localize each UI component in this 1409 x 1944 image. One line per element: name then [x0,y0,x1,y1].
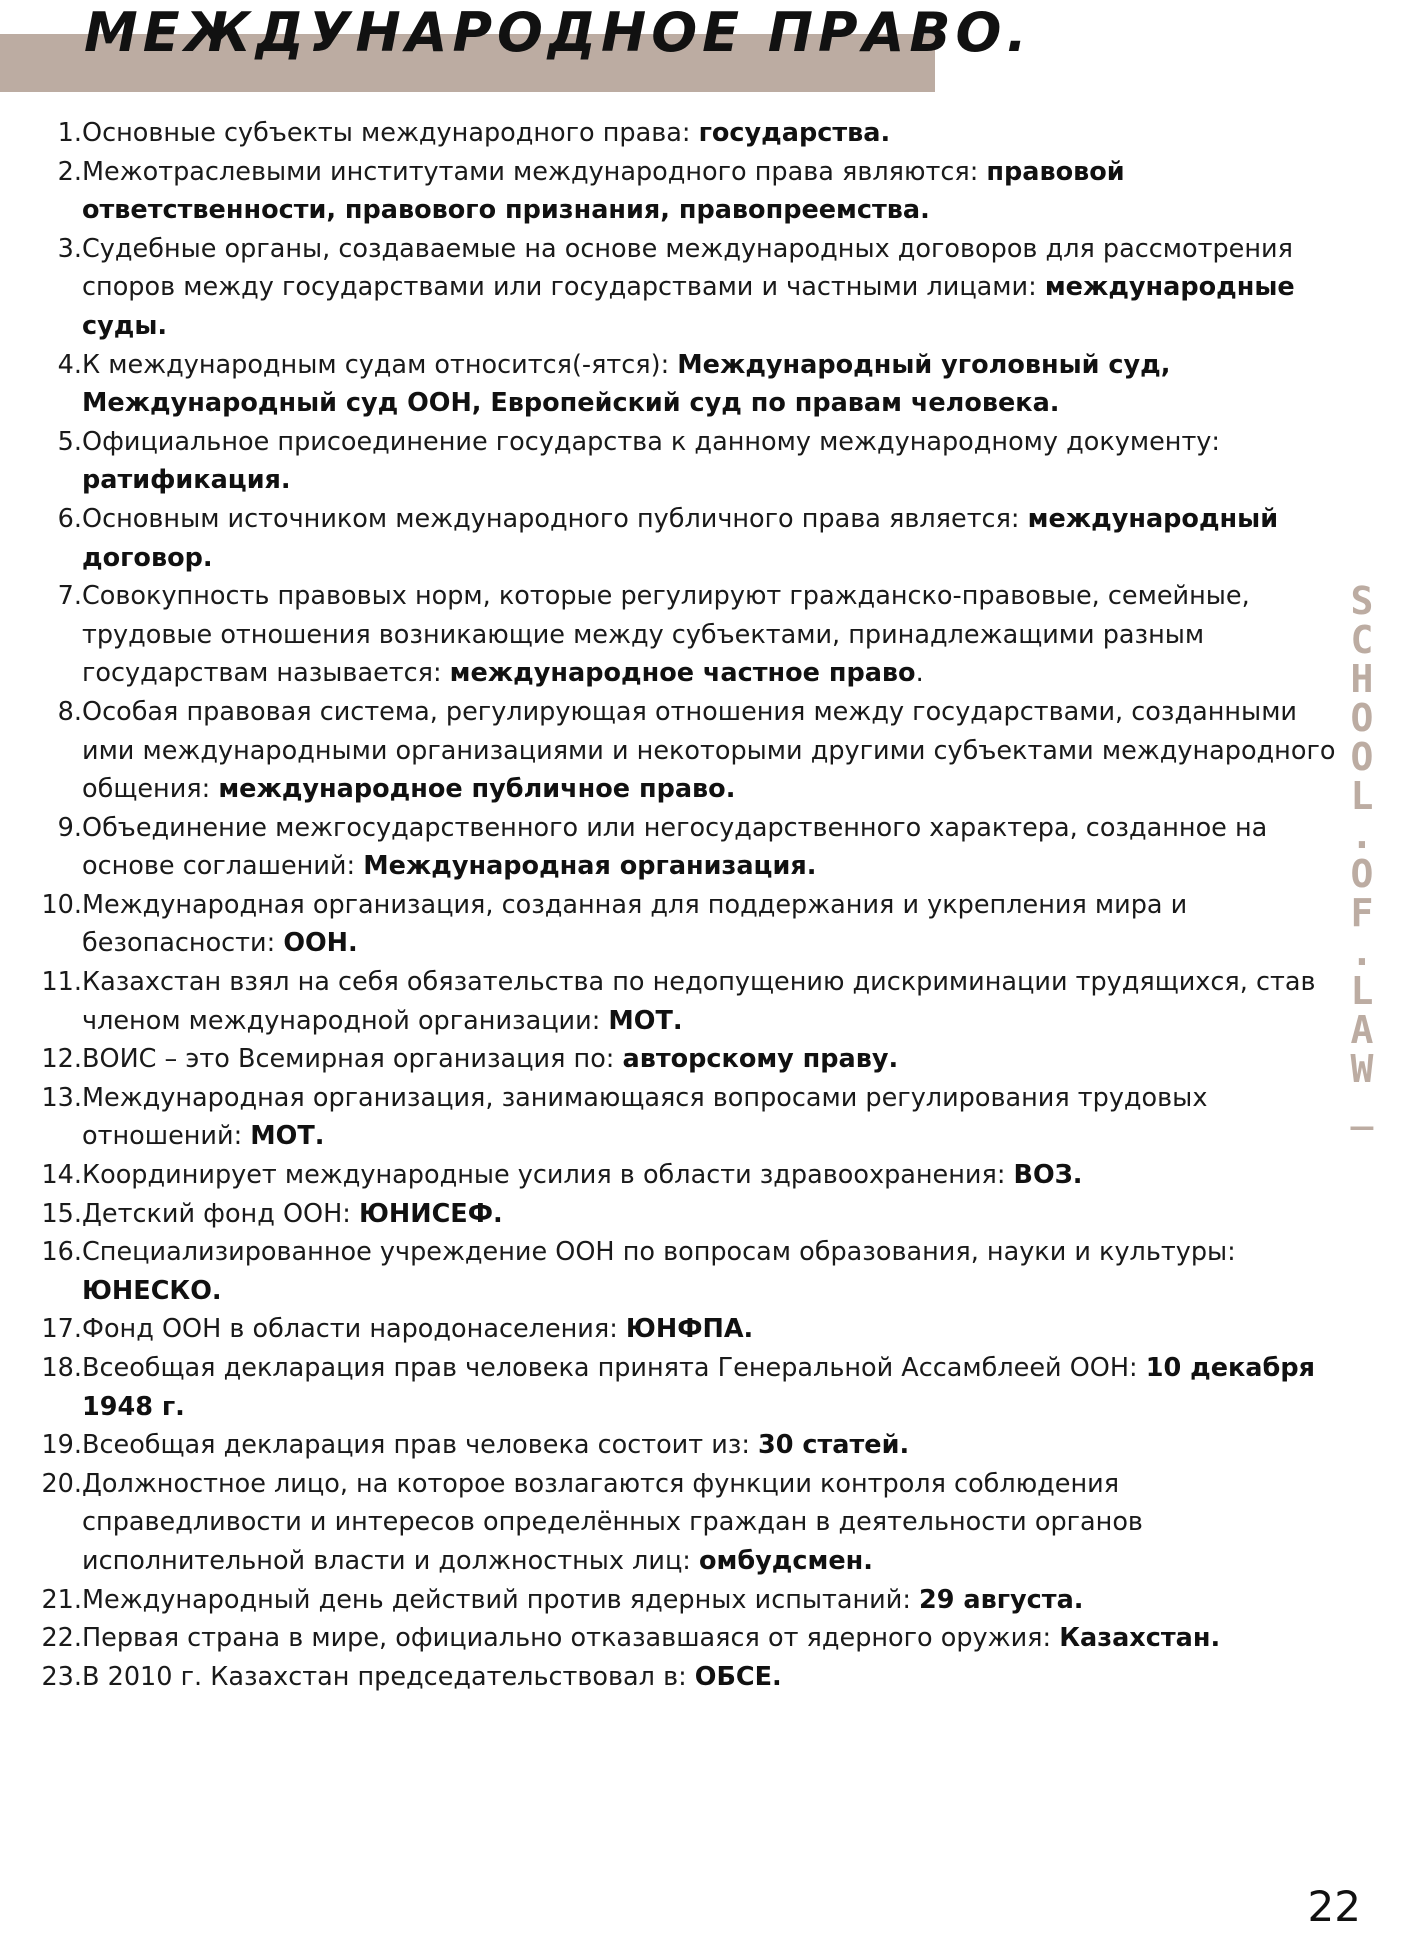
item-number: 5. [57,426,82,457]
item-text [82,963,1338,1040]
item-question: Всеобщая декларация прав человека принята Генеральной Ассамблеей ООН: [82,1353,1146,1383]
item-number: 16. [41,1237,82,1268]
item-question: Первая страна в мире, официально отказавшаяся от ядерного оружия: [82,1623,1060,1654]
item-question: Судебные органы, создаваемые на основе международных договоров для рассмотрения споров между государствами или государствами и частными лицами: [82,233,1293,303]
list-item [38,1156,1338,1195]
item-text [82,1310,1338,1349]
item-question: Официальное присоединение государства к данному международному документу: [82,426,1220,457]
item-number: 21. [41,1584,82,1615]
item-answer: международные суды. [82,272,1295,341]
item-question: Особая правовая система, регулирующая отношения между государствами, созданными ими международными организациями и некоторыми другими субъектами международного общения: [82,696,1336,805]
item-number: 9. [57,812,82,843]
item-answer: Международная организация. [363,851,817,882]
item-answer: государства. [698,118,891,148]
list-item [38,1079,1338,1156]
item-number: 3. [57,233,82,264]
item-text [82,1156,1338,1195]
qa-list [38,114,1338,1696]
item-text [82,809,1338,886]
item-text [82,1079,1338,1156]
list-item [38,1195,1338,1234]
item-answer: международный договор. [82,503,1279,573]
item-question: Основные субъекты международного права: [82,118,699,148]
item-answer: 29 августа. [919,1584,1084,1615]
item-question: Объединение межгосударственного или негосударственного характера, созданное на основе соглашений: [82,812,1268,882]
item-question: Координирует международные усилия в области здравоохранения: [82,1160,1014,1191]
item-text [82,1465,1338,1581]
item-number: 12. [41,1044,82,1075]
item-text [82,500,1338,577]
list-item [38,1040,1338,1079]
item-number: 6. [57,503,82,534]
item-answer: ОБСЕ. [694,1661,782,1692]
item-tail: . [915,658,924,689]
item-number: 10. [41,889,82,920]
list-item [38,1349,1338,1426]
item-number: 13. [41,1082,82,1113]
item-text [82,1195,1338,1234]
list-item [38,577,1338,693]
item-text [82,153,1338,230]
list-item [38,963,1338,1040]
item-number: 17. [41,1314,82,1345]
item-text [82,1619,1338,1658]
item-text [82,577,1338,693]
item-question: Международный день действий против ядерных испытаний: [82,1584,920,1615]
list-item [38,1619,1338,1658]
item-number: 4. [57,349,82,380]
item-text [82,1040,1338,1079]
item-question: К международным судам относится(-ятся): [82,349,678,380]
item-answer: МОТ. [608,1005,683,1036]
item-answer: ЮНИСЕФ. [358,1198,503,1229]
item-text [82,114,1338,153]
list-item [38,114,1338,153]
item-text [82,1233,1338,1310]
item-number: 19. [41,1430,82,1461]
item-question: Фонд ООН в области народонаселения: [82,1314,626,1345]
item-text [82,423,1338,500]
item-answer: ВОЗ. [1013,1160,1083,1191]
item-text [82,1349,1338,1426]
item-question: Международная организация, занимающаяся вопросами регулирования трудовых отношений: [82,1082,1208,1152]
item-number: 11. [41,967,82,998]
item-text [82,1581,1338,1620]
item-question: Специализированное учреждение ООН по вопросам образования, науки и культуры: [82,1237,1236,1268]
item-answer: 30 статей. [758,1430,910,1461]
list-item [38,1581,1338,1620]
item-answer: международное частное право [449,658,916,689]
page-title: МЕЖДУНАРОДНОЕ ПРАВО. [84,1,1032,64]
item-answer: авторскому праву. [622,1044,899,1075]
list-item [38,809,1338,886]
item-text [82,886,1338,963]
list-item [38,1310,1338,1349]
item-answer: международное публичное право. [218,774,736,805]
item-question: Межотраслевыми институтами международного права являются: [82,156,987,187]
item-number: 14. [41,1160,82,1191]
item-number: 7. [57,581,82,612]
item-question: Детский фонд ООН: [82,1198,359,1229]
list-item [38,500,1338,577]
item-number: 23. [41,1661,82,1692]
list-item [38,1426,1338,1465]
watermark-vertical-text: S C H O O L . O F . L A W _ [1350,579,1374,1130]
item-text [82,346,1338,423]
item-answer: ЮНЕСКО. [82,1275,222,1306]
list-item [38,1465,1338,1581]
item-question: Должностное лицо, на которое возлагаются функции контроля соблюдения справедливости и интересов определённых граждан в деятельности органов исполнительной власти и должностных лиц: [82,1468,1143,1576]
item-question: В 2010 г. Казахстан председательствовал в: [82,1661,695,1692]
list-item [38,423,1338,500]
item-question: Основным источником международного публичного права является: [82,503,1028,534]
item-number: 8. [57,696,82,727]
list-item [38,1233,1338,1310]
item-question: Всеобщая декларация прав человека состоит из: [82,1430,759,1461]
item-answer: 10 декабря 1948 г. [82,1353,1315,1422]
item-number: 15. [41,1198,82,1229]
list-item [38,1658,1338,1697]
item-text [82,230,1338,346]
item-answer: ратификация. [82,465,291,496]
item-question: Международная организация, созданная для поддержания и укрепления мира и безопасности: [82,889,1188,959]
item-question: Совокупность правовых норм, которые регулируют гражданско-правовые, семейные, трудовые отношения возникающие между субъектами, принадлежащими разным государствам называется: [82,581,1250,689]
list-item [38,693,1338,809]
item-answer: правовой ответственности, правового признания, правопреемства. [82,156,1125,226]
item-answer: омбудсмен. [699,1545,873,1576]
item-answer: МОТ. [250,1121,325,1152]
item-answer: ЮНФПА. [625,1314,754,1345]
item-question: ВОИС – это Всемирная организация по: [82,1044,623,1075]
list-item [38,153,1338,230]
item-answer: Казахстан. [1059,1623,1221,1654]
list-item [38,346,1338,423]
item-number: 22. [41,1623,82,1654]
item-question: Казахстан взял на себя обязательства по недопущению дискриминации трудящихся, став членом международной организации: [82,967,1316,1036]
page-number: 22 [1307,1882,1361,1931]
item-number: 1. [57,118,82,148]
item-answer: ООН. [283,928,358,959]
item-answer: Международный уголовный суд, Международный суд ООН, Европейский суд по правам человека. [82,349,1171,419]
list-item [38,886,1338,963]
item-number: 20. [41,1468,82,1499]
item-text [82,693,1338,809]
item-text [82,1658,1338,1697]
list-item [38,230,1338,346]
item-number: 18. [41,1353,82,1383]
item-number: 2. [57,156,82,187]
item-text [82,1426,1338,1465]
